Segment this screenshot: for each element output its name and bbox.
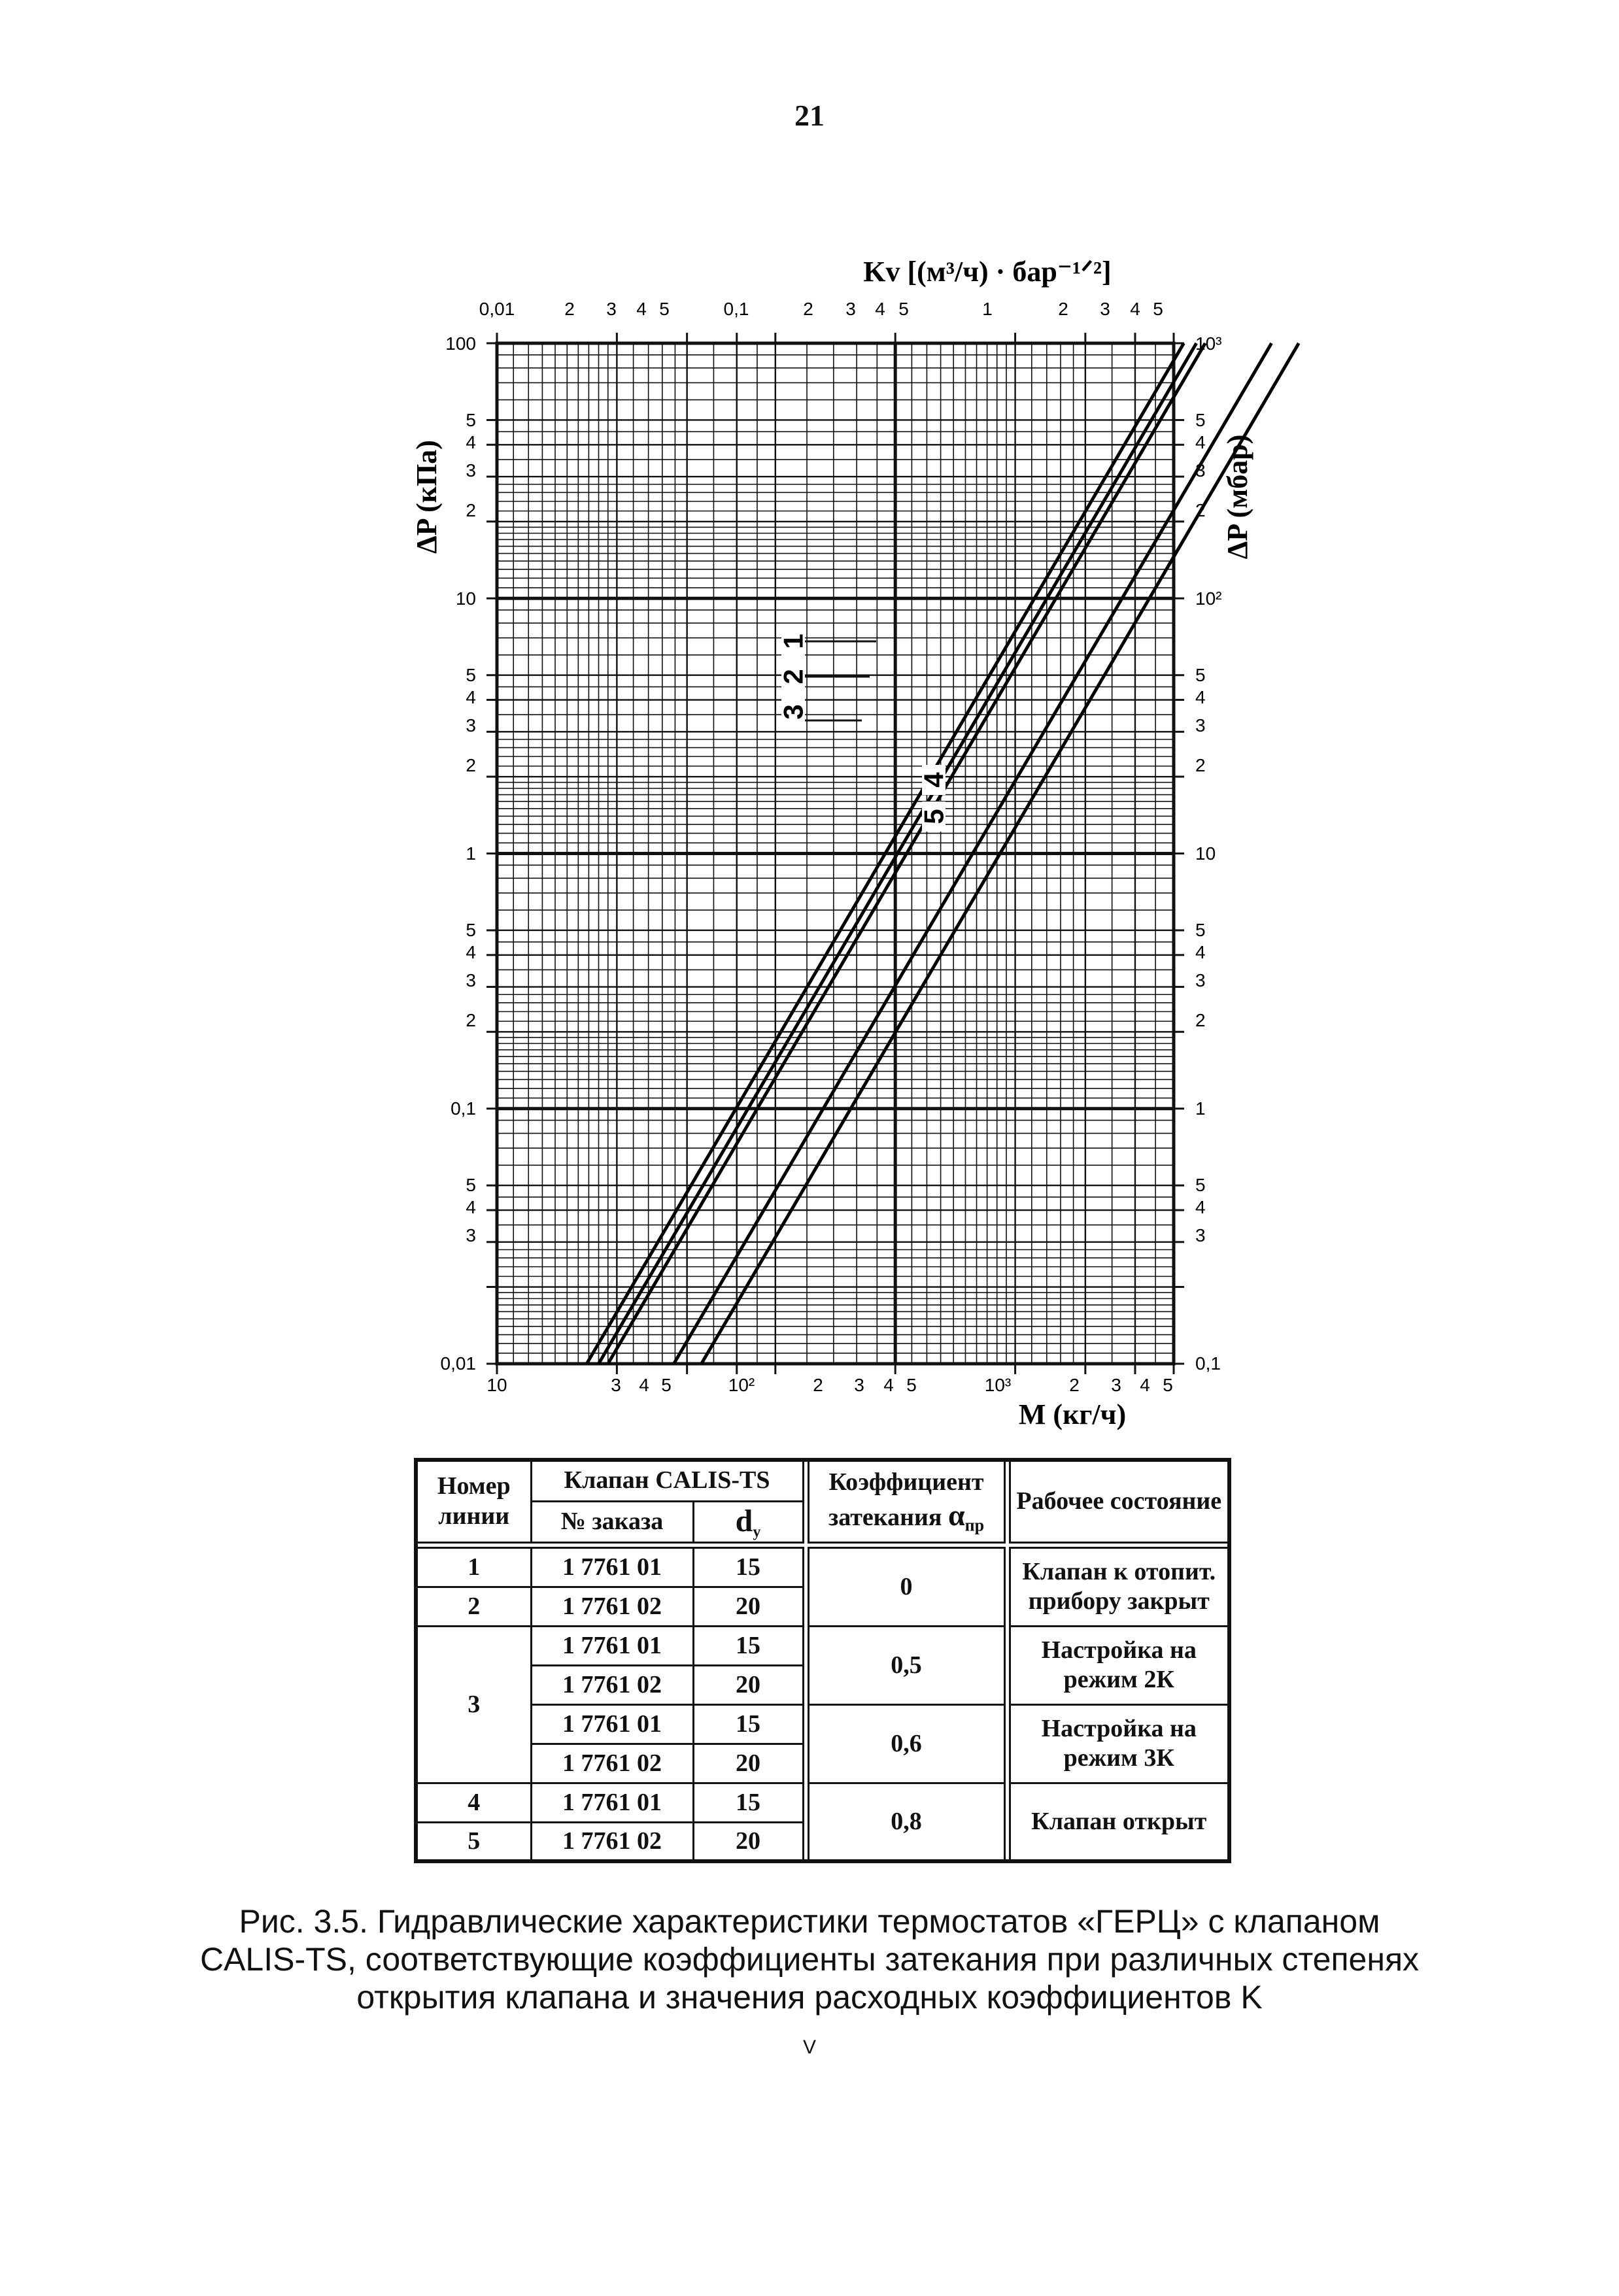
bottom-tick-label: 3 <box>1111 1375 1121 1395</box>
top-tick-label: 2 <box>564 299 575 319</box>
top-tick-label: 4 <box>875 299 885 319</box>
left-tick-label: 3 <box>466 715 476 735</box>
top-tick-label: 5 <box>898 299 909 319</box>
table-row <box>416 1547 1229 1587</box>
bottom-tick-label: 4 <box>883 1375 894 1395</box>
caption-line-2: CALIS-TS, соответствующие коэффициенты затекания при различных степенях <box>199 1941 1420 1978</box>
cell-order: 1 7761 01 <box>531 1704 693 1744</box>
right-tick-label: 10³ <box>1195 333 1222 354</box>
right-axis-label: ΔP (мбар) <box>1221 434 1253 560</box>
series-labels <box>778 626 949 832</box>
header-dy-sub: y <box>753 1523 761 1541</box>
bottom-tick-label: 2 <box>813 1375 823 1395</box>
left-tick-label: 2 <box>466 500 476 520</box>
left-ticks <box>441 333 477 1374</box>
caption-line-3 <box>196 1978 1423 2067</box>
caption-line-1: Рис. 3.5. Гидравлические характеристики термостатов «ГЕРЦ» с клапаном <box>239 1903 1380 1940</box>
right-tick-label: 3 <box>1195 715 1206 735</box>
cell-order: 1 7761 02 <box>531 1822 693 1861</box>
left-tick-label: 5 <box>466 920 476 940</box>
valve-table <box>414 1458 1231 1863</box>
figure-caption <box>196 1902 1423 2067</box>
top-axis-label: Kv [(м³/ч) · бар⁻¹ᐟ²] <box>863 256 1112 288</box>
table-row <box>416 1783 1229 1822</box>
left-tick-label: 3 <box>466 1225 476 1245</box>
cell-state: Настройка на режим 2К <box>1010 1626 1229 1704</box>
series-label-2: 2 <box>777 669 809 684</box>
table-row <box>416 1626 1229 1665</box>
left-tick-label: 0,01 <box>440 1353 476 1374</box>
cell-state: Клапан к отопит. прибору закрыт <box>1010 1547 1229 1626</box>
left-tick-label: 5 <box>466 665 476 685</box>
header-order-no: № заказа <box>531 1501 693 1542</box>
cell-order: 1 7761 02 <box>531 1744 693 1783</box>
cell-line: 4 <box>416 1783 531 1822</box>
right-tick-label: 5 <box>1195 410 1206 430</box>
right-tick-label: 1 <box>1195 1098 1206 1119</box>
right-tick-label: 5 <box>1195 920 1206 940</box>
bottom-tick-label: 10² <box>728 1375 755 1395</box>
bottom-tick-label: 3 <box>854 1375 864 1395</box>
top-tick-label: 3 <box>845 299 856 319</box>
left-tick-label: 2 <box>466 755 476 775</box>
right-tick-label: 4 <box>1195 942 1206 962</box>
top-tick-label: 0,01 <box>479 299 515 319</box>
table-row <box>416 1704 1229 1744</box>
cell-line: 3 <box>416 1626 531 1783</box>
header-coef-sub: пр <box>964 1515 985 1535</box>
top-tick-label: 2 <box>1058 299 1068 319</box>
cell-dy: 20 <box>693 1744 803 1783</box>
left-tick-label: 1 <box>466 843 476 864</box>
right-tick-label: 3 <box>1195 460 1206 481</box>
left-tick-label: 10 <box>455 588 476 609</box>
page-number: 21 <box>794 99 825 132</box>
bottom-tick-label: 3 <box>611 1375 621 1395</box>
top-tick-label: 3 <box>606 299 617 319</box>
bottom-ticks <box>486 1375 1172 1395</box>
left-tick-label: 0,1 <box>451 1098 476 1119</box>
right-ticks <box>1195 333 1221 1374</box>
series-label-1: 1 <box>777 633 809 649</box>
bottom-tick-label: 2 <box>1069 1375 1080 1395</box>
cell-dy: 15 <box>693 1783 803 1822</box>
left-tick-label: 4 <box>466 942 476 962</box>
bottom-axis-label: M (кг/ч) <box>1018 1398 1127 1430</box>
cell-coef: 0,8 <box>808 1783 1004 1861</box>
bottom-tick-label: 4 <box>1140 1375 1150 1395</box>
cell-order: 1 7761 02 <box>531 1665 693 1704</box>
cell-dy: 15 <box>693 1547 803 1587</box>
header-line-no: Номер линии <box>416 1460 531 1542</box>
cell-dy: 20 <box>693 1587 803 1626</box>
header-coef-alpha: α <box>947 1498 965 1532</box>
cell-line: 5 <box>416 1822 531 1861</box>
cell-coef: 0 <box>808 1547 1004 1626</box>
top-tick-label: 5 <box>1153 299 1163 319</box>
left-tick-label: 4 <box>466 687 476 707</box>
header-state: Рабочее состояние <box>1010 1460 1229 1542</box>
cell-coef: 0,6 <box>808 1704 1004 1783</box>
right-tick-label: 2 <box>1195 755 1206 775</box>
cell-line: 1 <box>416 1547 531 1587</box>
bottom-tick-label: 5 <box>906 1375 917 1395</box>
cell-state: Клапан открыт <box>1010 1783 1229 1861</box>
top-tick-label: 4 <box>636 299 647 319</box>
bottom-tick-label: 10³ <box>984 1375 1012 1395</box>
caption-line-3-sub: V <box>802 2036 816 2058</box>
cell-dy: 20 <box>693 1822 803 1861</box>
bottom-tick-label: 10 <box>486 1375 507 1395</box>
right-tick-label: 0,1 <box>1195 1353 1221 1374</box>
right-tick-label: 3 <box>1195 1225 1206 1245</box>
cell-dy: 15 <box>693 1704 803 1744</box>
left-tick-label: 3 <box>466 970 476 990</box>
bottom-tick-label: 5 <box>661 1375 672 1395</box>
right-tick-label: 2 <box>1195 1010 1206 1030</box>
left-tick-label: 100 <box>445 333 476 354</box>
top-tick-label: 5 <box>659 299 670 319</box>
left-axis-label: ΔP (кПа) <box>411 440 443 554</box>
top-tick-label: 3 <box>1100 299 1110 319</box>
right-tick-label: 4 <box>1195 1197 1206 1217</box>
right-tick-label: 10 <box>1195 843 1216 864</box>
left-tick-label: 2 <box>466 1010 476 1030</box>
bottom-tick-label: 4 <box>639 1375 649 1395</box>
top-tick-label: 1 <box>982 299 993 319</box>
header-coef-line2: затекания <box>828 1504 948 1532</box>
right-tick-label: 5 <box>1195 665 1206 685</box>
right-tick-label: 2 <box>1195 500 1206 520</box>
top-tick-label: 2 <box>803 299 813 319</box>
cell-order: 1 7761 01 <box>531 1783 693 1822</box>
cell-dy: 20 <box>693 1665 803 1704</box>
series-label-3: 3 <box>777 704 809 720</box>
top-ticks <box>479 299 1163 319</box>
bottom-tick-label: 5 <box>1163 1375 1173 1395</box>
series-label-4: 4 <box>918 772 949 788</box>
top-tick-label: 4 <box>1130 299 1140 319</box>
header-valve: Клапан CALIS-TS <box>531 1460 803 1501</box>
cell-coef: 0,5 <box>808 1626 1004 1704</box>
left-tick-label: 5 <box>466 1175 476 1195</box>
cell-order: 1 7761 01 <box>531 1547 693 1587</box>
right-tick-label: 4 <box>1195 687 1206 707</box>
left-tick-label: 4 <box>466 432 476 452</box>
cell-state: Настройка на режим 3К <box>1010 1704 1229 1783</box>
right-tick-label: 4 <box>1195 432 1206 452</box>
left-tick-label: 4 <box>466 1197 476 1217</box>
left-tick-label: 5 <box>466 410 476 430</box>
header-dy-main: d <box>735 1503 753 1538</box>
right-tick-label: 5 <box>1195 1175 1206 1195</box>
top-tick-label: 0,1 <box>723 299 749 319</box>
cell-order: 1 7761 02 <box>531 1587 693 1626</box>
caption-line-3-text: открытия клапана и значения расходных коэффициентов K <box>356 1979 1263 2016</box>
right-tick-label: 10² <box>1195 588 1222 609</box>
cell-line: 2 <box>416 1587 531 1626</box>
header-dy <box>693 1501 803 1542</box>
left-tick-label: 3 <box>466 460 476 481</box>
right-tick-label: 3 <box>1195 970 1206 990</box>
cell-order: 1 7761 01 <box>531 1626 693 1665</box>
series-label-5: 5 <box>918 809 949 824</box>
header-coefficient <box>808 1460 1004 1542</box>
header-coef-line1: Коэффициент <box>828 1468 984 1496</box>
chart-grid <box>497 343 1174 1364</box>
cell-dy: 15 <box>693 1626 803 1665</box>
